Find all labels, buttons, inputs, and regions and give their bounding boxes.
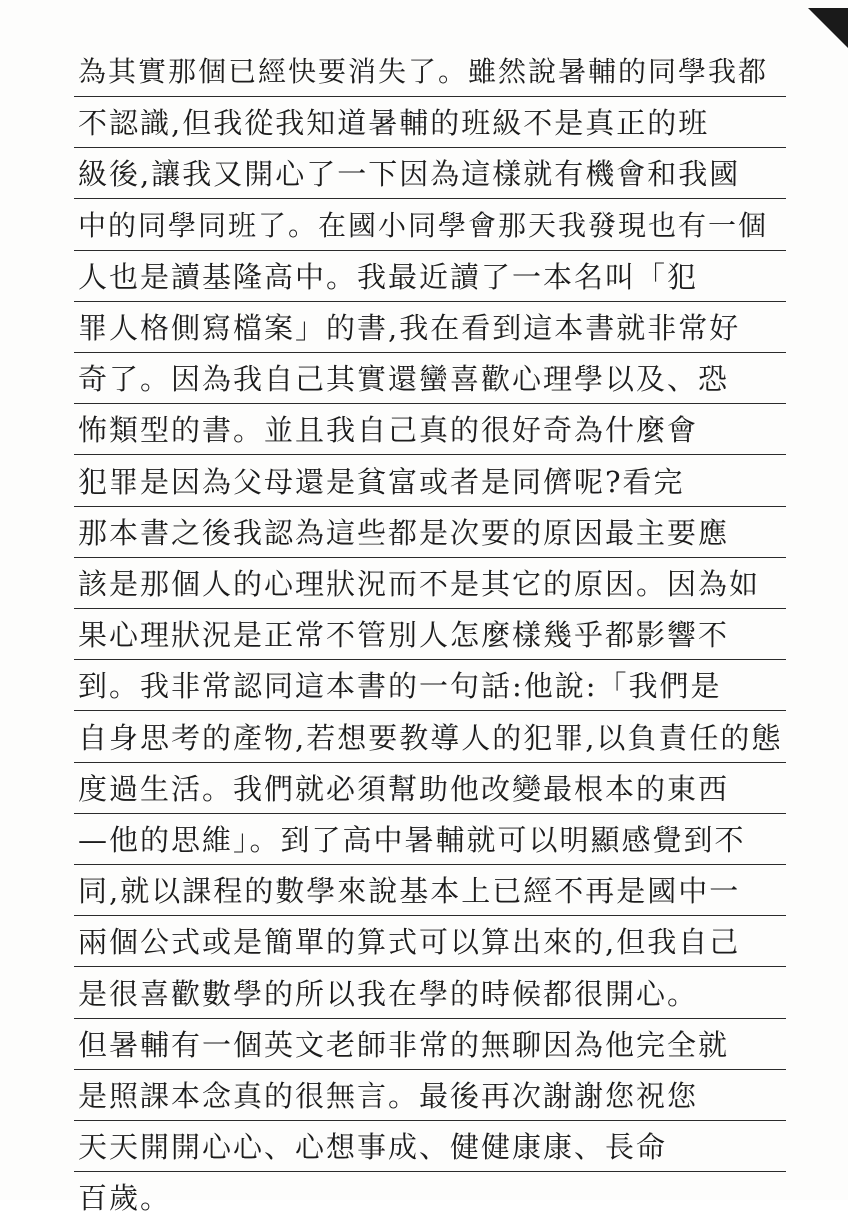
- essay-line: 人也是讀基隆高中。我最近讀了一本名叫「犯: [78, 259, 699, 294]
- essay-line: 同,就以課程的數學來說基本上已經不再是國中一: [78, 874, 741, 909]
- ruled-line: [74, 198, 786, 199]
- ruled-line: [74, 710, 786, 711]
- ruled-line: [74, 1120, 786, 1121]
- ruled-line: [74, 96, 786, 97]
- essay-line: 為其實那個已經快要消失了。雖然說暑輔的同學我都: [78, 55, 769, 88]
- ruled-line: [74, 1069, 786, 1070]
- essay-line: 中的同學同班了。在國小同學會那天我發現也有一個: [78, 208, 769, 242]
- essay-line: 但暑輔有一個英文老師非常的無聊因為他完全就: [78, 1027, 730, 1062]
- essay-line: 犯罪是因為父母還是貧富或者是同儕呢?看完: [78, 464, 685, 499]
- scan-corner-mark: [808, 8, 848, 48]
- ruled-line: [74, 1018, 786, 1019]
- essay-line: 不認識,但我從我知道暑輔的班級不是真正的班: [78, 106, 710, 141]
- essay-line: 度過生活。我們就必須幫助他改變最根本的東西: [78, 771, 730, 806]
- ruled-line: [74, 147, 786, 148]
- essay-line: 怖類型的書。並且我自己真的很好奇為什麼會: [78, 413, 699, 448]
- ruled-line: [74, 250, 786, 251]
- essay-line: 奇了。因為我自己其實還蠻喜歡心理學以及、恐: [78, 362, 730, 397]
- ruled-line: [74, 1171, 786, 1172]
- essay-line: 那本書之後我認為這些都是次要的原因最主要應: [78, 515, 730, 550]
- ruled-line: [74, 966, 786, 967]
- ruled-line: [74, 454, 786, 455]
- essay-line: 兩個公式或是簡單的算式可以算出來的,但我自己: [78, 925, 741, 960]
- ruled-line: [74, 659, 786, 660]
- ruled-line: [74, 864, 786, 865]
- essay-line: 果心理狀況是正常不管別人怎麼樣幾乎都影響不: [78, 618, 730, 653]
- ruled-line: [74, 352, 786, 353]
- essay-line: 自身思考的產物,若想要教導人的犯罪,以負責任的態: [78, 720, 782, 755]
- ruled-line: [74, 915, 786, 916]
- essay-line: 百歲。: [78, 1181, 172, 1216]
- essay-line: 罪人格側寫檔案」的書,我在看到這本書就非常好: [78, 311, 741, 345]
- essay-line: —他的思維」。到了高中暑輔就可以明顯感覺到不: [78, 823, 746, 857]
- essay-line: 是很喜歡數學的所以我在學的時候都很開心。: [78, 976, 699, 1011]
- ruled-line: [74, 608, 786, 609]
- ruled-line: [74, 557, 786, 558]
- ruled-line: [74, 403, 786, 404]
- essay-line: 天天開開心心、心想事成、健健康康、長命: [78, 1130, 668, 1165]
- essay-line: 級後,讓我又開心了一下因為這樣就有機會和我國: [78, 157, 741, 192]
- essay-line: 到。我非常認同這本書的一句話:他說:「我們是: [78, 669, 722, 704]
- ruled-line: [74, 301, 786, 302]
- ruled-line: [74, 813, 786, 814]
- ruled-line: [74, 762, 786, 763]
- essay-line: 是照課本念真的很無言。最後再次謝謝您祝您: [78, 1079, 699, 1113]
- essay-line: 該是那個人的心理狀況而不是其它的原因。因為如: [78, 567, 761, 601]
- ruled-line: [74, 506, 786, 507]
